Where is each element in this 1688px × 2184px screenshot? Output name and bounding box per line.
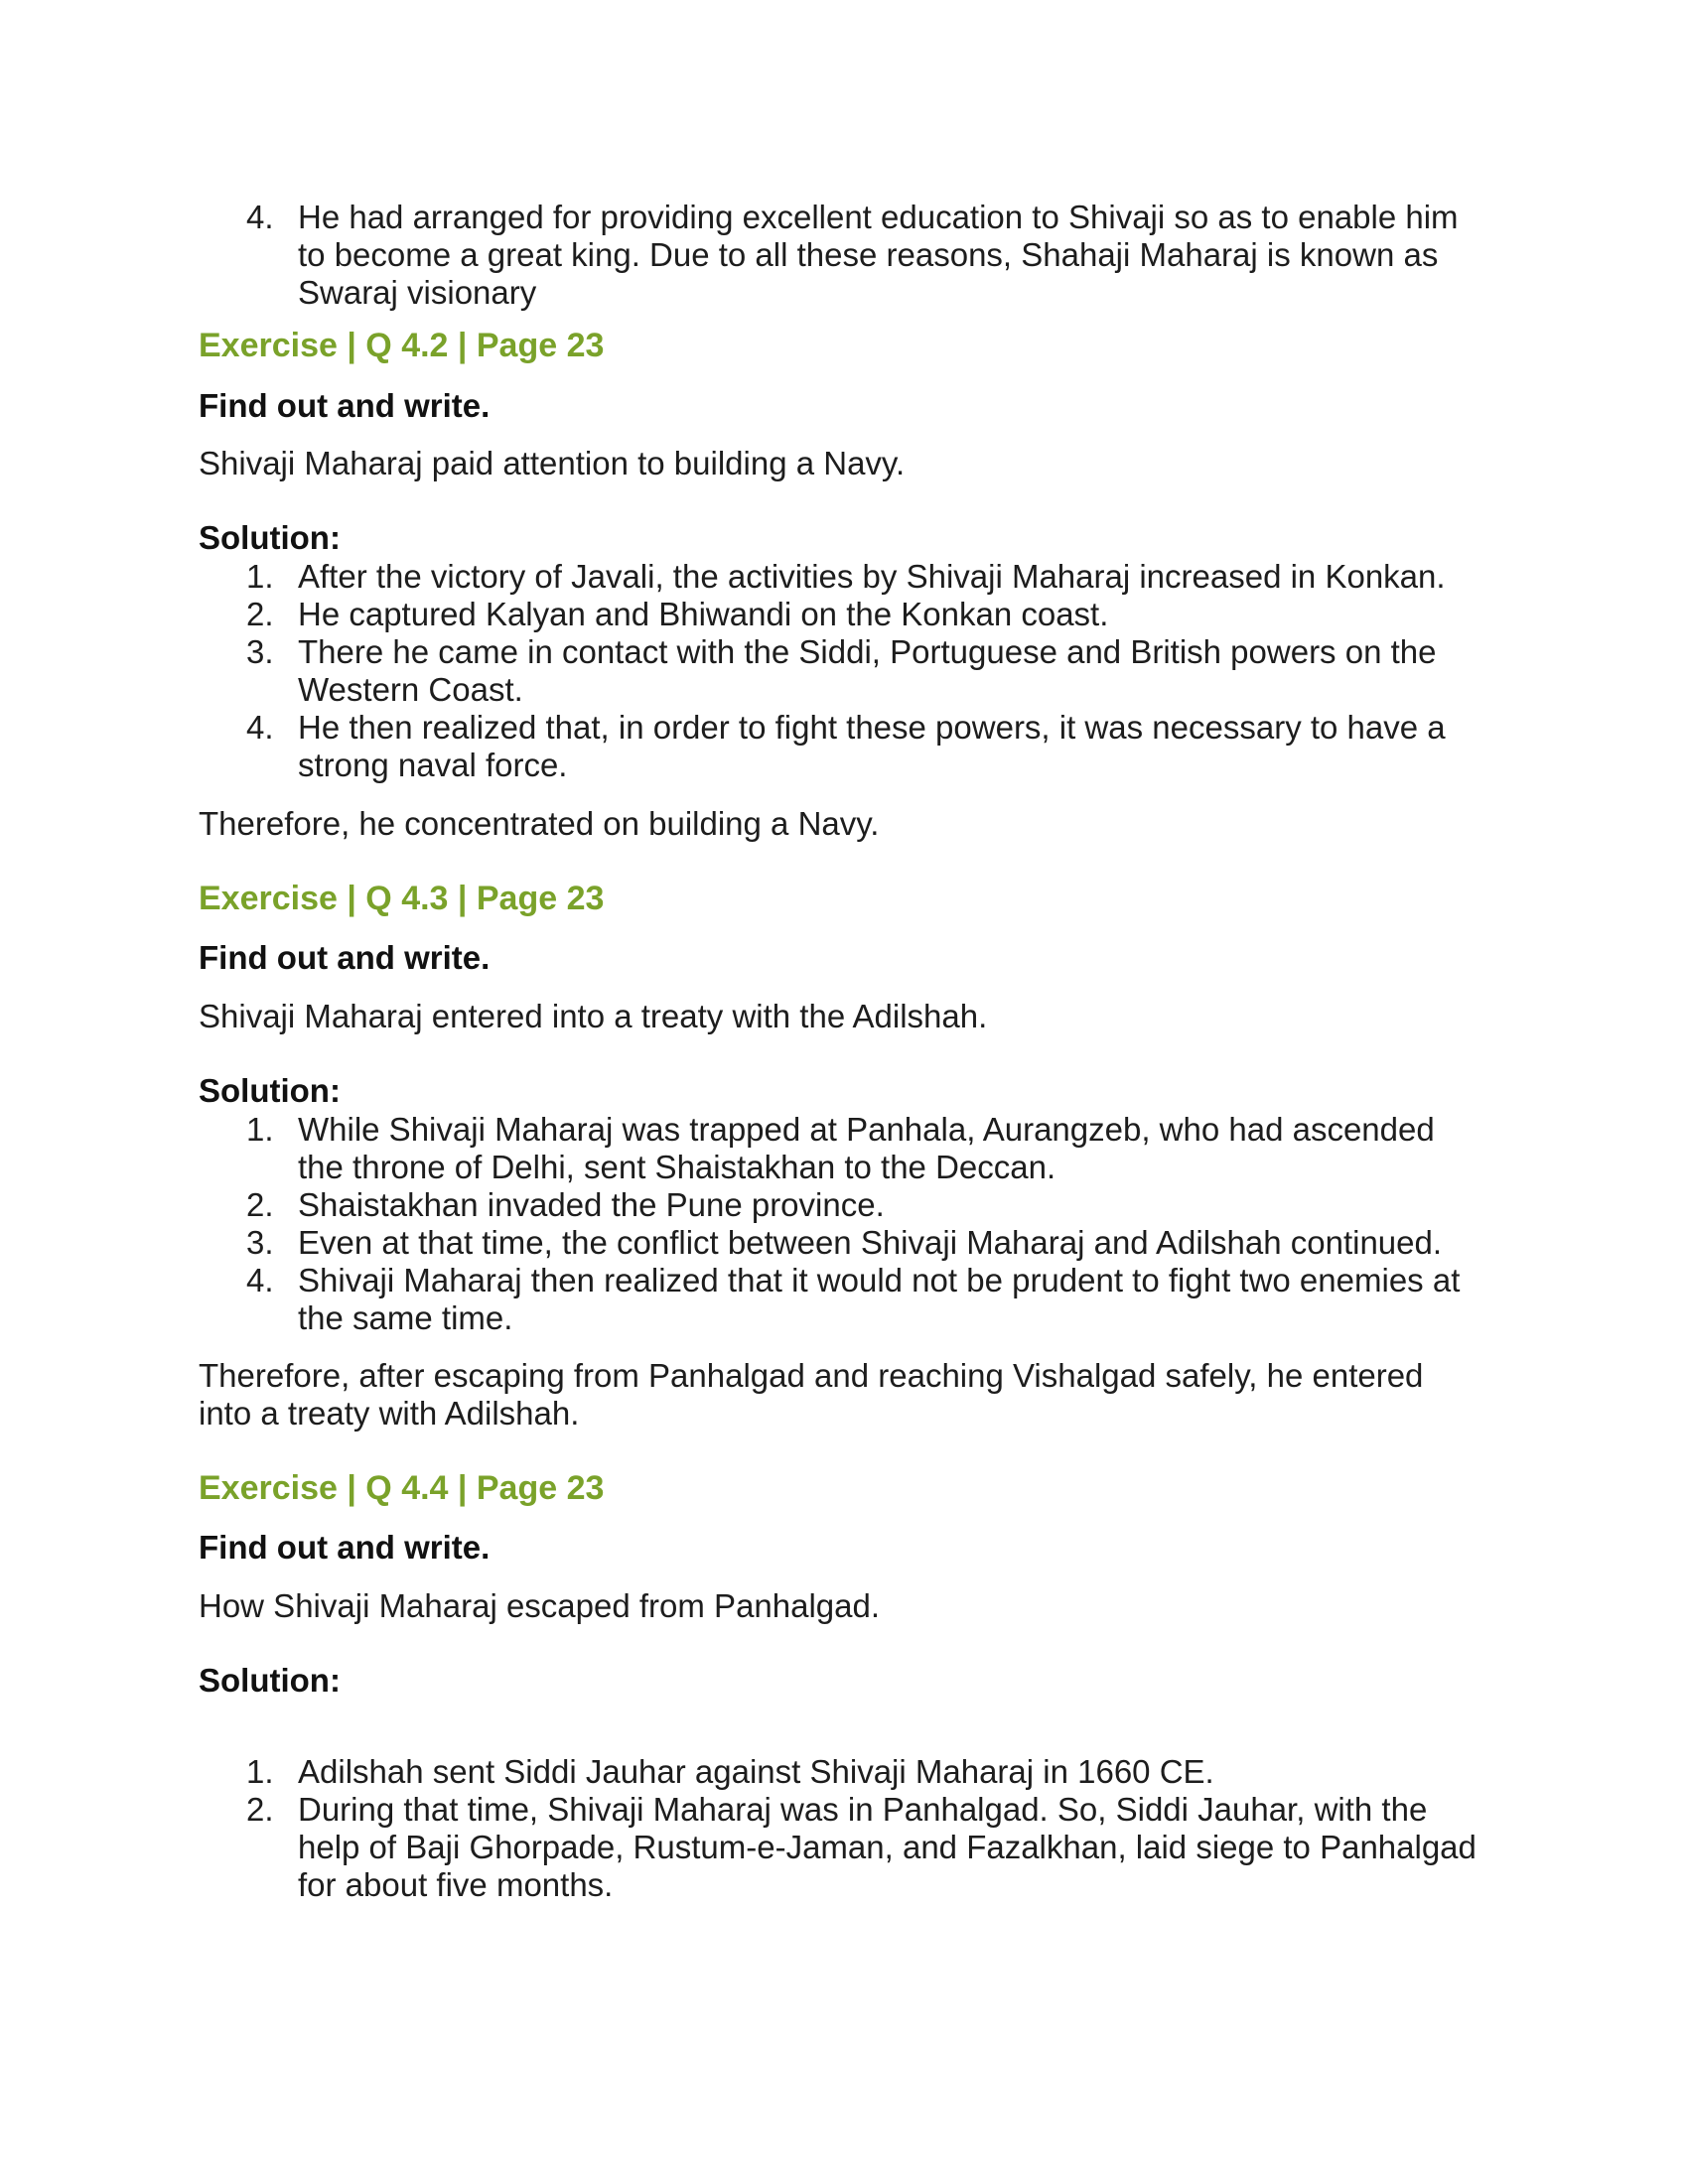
list-item-text: the same time. — [298, 1299, 513, 1336]
list-item-text: He had arranged for providing excellent education to Shivaji so as to enable him — [298, 199, 1459, 235]
exercise-heading: Exercise | Q 4.4 | Page 23 — [199, 1469, 605, 1507]
list-item-text: to become a great king. Due to all these reasons, Shahaji Maharaj is known as — [298, 236, 1439, 273]
list-item-text: help of Baji Ghorpade, Rustum-e-Jaman, and Fazalkhan, laid siege to Panhalgad — [298, 1829, 1477, 1865]
list-item-text: for about five months. — [298, 1866, 614, 1903]
prompt-heading: Find out and write. — [199, 387, 491, 424]
list-item-number: 1. — [246, 1111, 274, 1148]
conclusion-text: into a treaty with Adilshah. — [199, 1395, 580, 1432]
list-item-number: 3. — [246, 633, 274, 670]
list-item-text: He then realized that, in order to fight these powers, it was necessary to have a — [298, 709, 1446, 746]
list-item-text: Swaraj visionary — [298, 274, 537, 311]
list-item-number: 1. — [246, 1753, 274, 1790]
list-item-text: Shaistakhan invaded the Pune province. — [298, 1186, 885, 1223]
solution-label: Solution: — [199, 1072, 341, 1109]
list-item-text: While Shivaji Maharaj was trapped at Panhala, Aurangzeb, who had ascended — [298, 1111, 1435, 1148]
list-item-number: 2. — [246, 1186, 274, 1223]
list-item-number: 4. — [246, 199, 274, 235]
conclusion-text: Therefore, after escaping from Panhalgad and reaching Vishalgad safely, he entered — [199, 1357, 1424, 1394]
list-item-text: After the victory of Javali, the activities by Shivaji Maharaj increased in Konkan. — [298, 558, 1446, 595]
list-item-text: He captured Kalyan and Bhiwandi on the Konkan coast. — [298, 596, 1109, 632]
list-item-text: Adilshah sent Siddi Jauhar against Shivaji Maharaj in 1660 CE. — [298, 1753, 1214, 1790]
list-item-text: Even at that time, the conflict between Shivaji Maharaj and Adilshah continued. — [298, 1224, 1443, 1261]
list-item-number: 3. — [246, 1224, 274, 1261]
list-item-text: There he came in contact with the Siddi, Portuguese and British powers on the — [298, 633, 1437, 670]
list-item-text: the throne of Delhi, sent Shaistakhan to the Deccan. — [298, 1149, 1056, 1185]
list-item-number: 4. — [246, 709, 274, 746]
solution-label: Solution: — [199, 1662, 341, 1699]
prompt-heading: Find out and write. — [199, 939, 491, 976]
exercise-heading: Exercise | Q 4.2 | Page 23 — [199, 327, 605, 364]
list-item-number: 2. — [246, 596, 274, 632]
list-item-text: strong naval force. — [298, 747, 568, 783]
list-item-number: 2. — [246, 1791, 274, 1828]
prompt-heading: Find out and write. — [199, 1529, 491, 1566]
conclusion-text: Therefore, he concentrated on building a Navy. — [199, 805, 880, 842]
list-item-text: During that time, Shivaji Maharaj was in Panhalgad. So, Siddi Jauhar, with the — [298, 1791, 1428, 1828]
solution-label: Solution: — [199, 519, 341, 556]
question-text: Shivaji Maharaj entered into a treaty with the Adilshah. — [199, 998, 988, 1034]
list-item-number: 4. — [246, 1262, 274, 1298]
list-item-number: 1. — [246, 558, 274, 595]
question-text: How Shivaji Maharaj escaped from Panhalgad. — [199, 1587, 881, 1624]
exercise-heading: Exercise | Q 4.3 | Page 23 — [199, 880, 605, 917]
list-item-text: Western Coast. — [298, 671, 523, 708]
list-item-text: Shivaji Maharaj then realized that it would not be prudent to fight two enemies at — [298, 1262, 1461, 1298]
question-text: Shivaji Maharaj paid attention to building a Navy. — [199, 445, 906, 481]
